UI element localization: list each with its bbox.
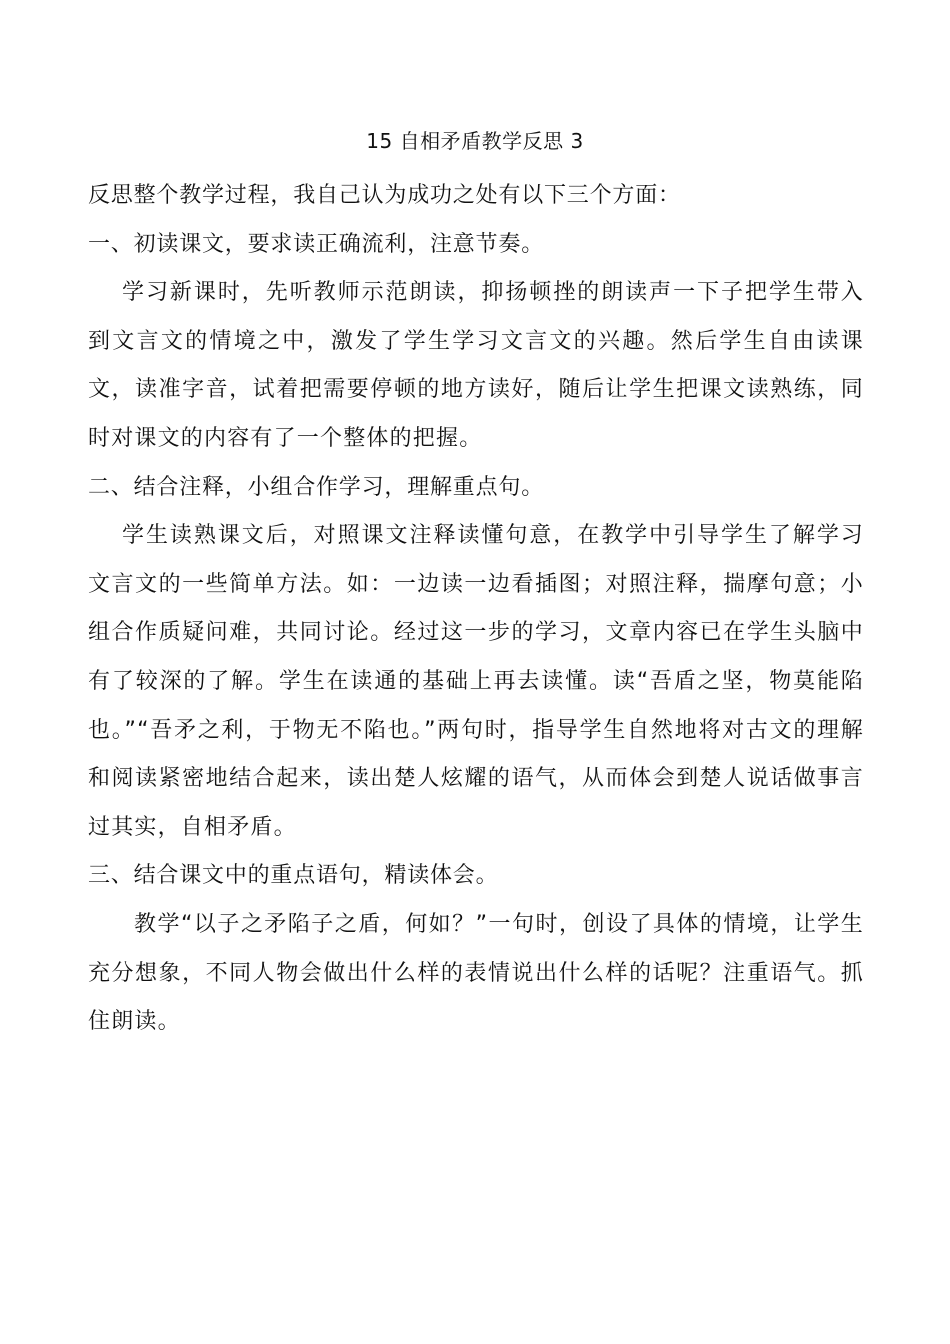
document-title: 15 自相矛盾教学反思 3 (366, 129, 584, 153)
section-paragraph-1: 学习新课时，先听教师示范朗读，抑扬顿挫的朗读声一下子把学生带入到文言文的情境之中，激发了学生学习文言文的兴趣。然后学生自由读课文，读准字音，试着把需要停顿的地方读好，随后让学生把课文读熟练，同时对课文的内容有了一个整体的把握。 (88, 280, 864, 451)
section-paragraph-2: 学生读熟课文后，对照课文注释读懂句意，在教学中引导学生了解学习文言文的一些简单方法。如：一边读一边看插图；对照注释，揣摩句意；小组合作质疑问难，共同讨论。经过这一步的学习，文章内容已在学生头脑中有了较深的了解。学生在读通的基础上再去读懂。读“吾盾之坚，物莫能陷也。”“吾矛之利，于物无不陷也。”两句时，指导学生自然地将对古文的理解和阅读紧密地结合起来，读出楚人炫耀的语气，从而体会到楚人说话做事言过其实，自相矛盾。 (88, 523, 864, 840)
section-heading-1: 一、初读课文，要求读正确流利，注意节奏。 (88, 231, 545, 257)
document-body (88, 172, 864, 1047)
intro-line: 反思整个教学过程，我自己认为成功之处有以下三个方面： (88, 183, 681, 208)
section-heading-3: 三、结合课文中的重点语句，精读体会。 (88, 863, 499, 889)
section-paragraph-3: 教学“以子之矛陷子之盾，何如？”一句时，创设了具体的情境，让学生充分想象，不同人物会做出什么样的表情说出什么样的话呢？注重语气。抓住朗读。 (88, 911, 864, 1035)
section-heading-2: 二、结合注释，小组合作学习，理解重点句。 (88, 474, 545, 500)
